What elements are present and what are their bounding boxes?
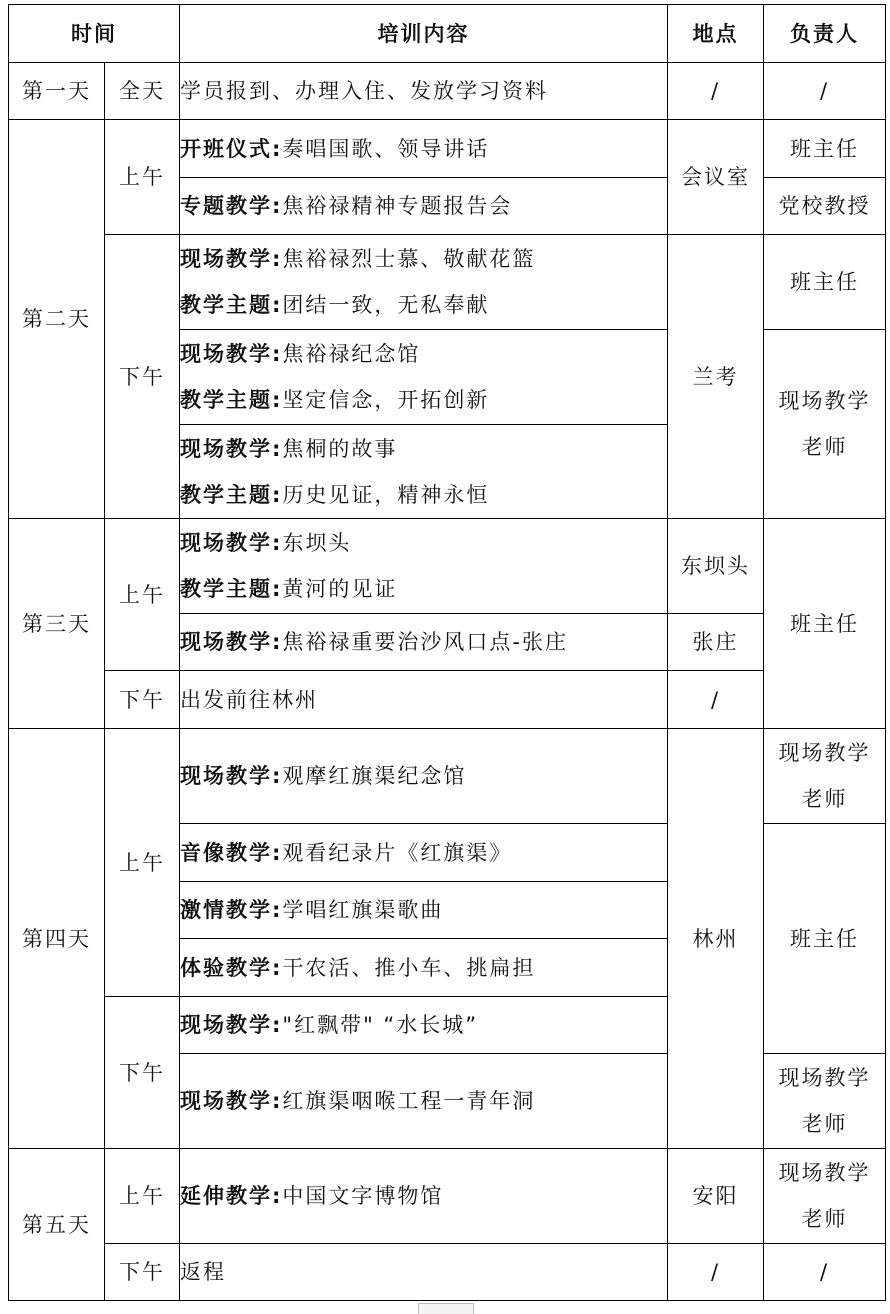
- table-row: [9, 235, 886, 330]
- content-cell: 专题教学:焦裕禄精神专题报告会: [180, 178, 668, 235]
- period-label: 下午: [105, 235, 180, 519]
- content-cell: 现场教学:焦裕禄纪念馆 教学主题:坚定信念，开拓创新: [180, 330, 668, 425]
- table-row: [9, 519, 886, 614]
- content-cell: 现场教学:焦裕禄烈士慕、敬献花篮 教学主题:团结一致，无私奉献: [180, 235, 668, 330]
- table-resize-handle[interactable]: [418, 1303, 474, 1314]
- period-label: 上午: [105, 120, 180, 235]
- content-cell: 现场教学:观摩红旗渠纪念馆: [180, 729, 668, 824]
- person-cell: /: [764, 63, 886, 120]
- content-cell: 返程: [180, 1244, 668, 1301]
- content-cell: 体验教学:干农活、推小车、挑扁担: [180, 939, 668, 997]
- content-cell: 出发前往林州: [180, 671, 668, 729]
- table-row: [9, 729, 886, 824]
- person-cell: 班主任: [764, 235, 886, 330]
- training-schedule-table: [8, 4, 886, 1301]
- person-cell: 现场教学 老师: [764, 1054, 886, 1149]
- content-cell: 现场教学:红旗渠咽喉工程一青年洞: [180, 1054, 668, 1149]
- table-row: [9, 63, 886, 120]
- content-cell: 音像教学:观看纪录片《红旗渠》: [180, 824, 668, 882]
- day-label: 第一天: [9, 63, 105, 120]
- place-cell: 安阳: [668, 1149, 764, 1244]
- table-row: [9, 671, 886, 729]
- place-cell: 张庄: [668, 614, 764, 671]
- content-cell: 学员报到、办理入住、发放学习资料: [180, 63, 668, 120]
- place-cell: 兰考: [668, 235, 764, 519]
- person-cell: 班主任: [764, 120, 886, 178]
- day-label: 第四天: [9, 729, 105, 1149]
- place-cell: 会议室: [668, 120, 764, 235]
- period-label: 下午: [105, 997, 180, 1149]
- place-cell: 东坝头: [668, 519, 764, 614]
- place-cell: 林州: [668, 729, 764, 1149]
- period-label: 上午: [105, 519, 180, 671]
- person-cell: 现场教学 老师: [764, 330, 886, 519]
- place-cell: /: [668, 1244, 764, 1301]
- table-row: [9, 1244, 886, 1301]
- place-cell: /: [668, 671, 764, 729]
- content-cell: 开班仪式:奏唱国歌、领导讲话: [180, 120, 668, 178]
- content-cell: 现场教学:焦裕禄重要治沙风口点-张庄: [180, 614, 668, 671]
- period-label: 下午: [105, 1244, 180, 1301]
- day-label: 第五天: [9, 1149, 105, 1301]
- period-label: 上午: [105, 1149, 180, 1244]
- person-cell: 班主任: [764, 824, 886, 1054]
- person-cell: 班主任: [764, 519, 886, 729]
- person-cell: 党校教授: [764, 178, 886, 235]
- person-cell: /: [764, 1244, 886, 1301]
- period-label: 下午: [105, 671, 180, 729]
- header-time: 时间: [9, 5, 180, 63]
- table-row: [9, 1149, 886, 1244]
- content-cell: 现场教学:焦桐的故事 教学主题:历史见证，精神永恒: [180, 425, 668, 519]
- header-place: 地点: [668, 5, 764, 63]
- content-cell: 现场教学:东坝头 教学主题:黄河的见证: [180, 519, 668, 614]
- person-cell: 现场教学 老师: [764, 729, 886, 824]
- header-content: 培训内容: [180, 5, 668, 63]
- header-row: [9, 5, 886, 63]
- day-label: 第二天: [9, 120, 105, 519]
- place-cell: /: [668, 63, 764, 120]
- table-row: [9, 120, 886, 178]
- content-cell: 延伸教学:中国文字博物馆: [180, 1149, 668, 1244]
- header-person: 负责人: [764, 5, 886, 63]
- day-label: 第三天: [9, 519, 105, 729]
- content-cell: 激情教学:学唱红旗渠歌曲: [180, 882, 668, 939]
- person-cell: 现场教学 老师: [764, 1149, 886, 1244]
- period-label: 上午: [105, 729, 180, 997]
- content-cell: 现场教学:"红飘带" “水长城”: [180, 997, 668, 1054]
- period-label: 全天: [105, 63, 180, 120]
